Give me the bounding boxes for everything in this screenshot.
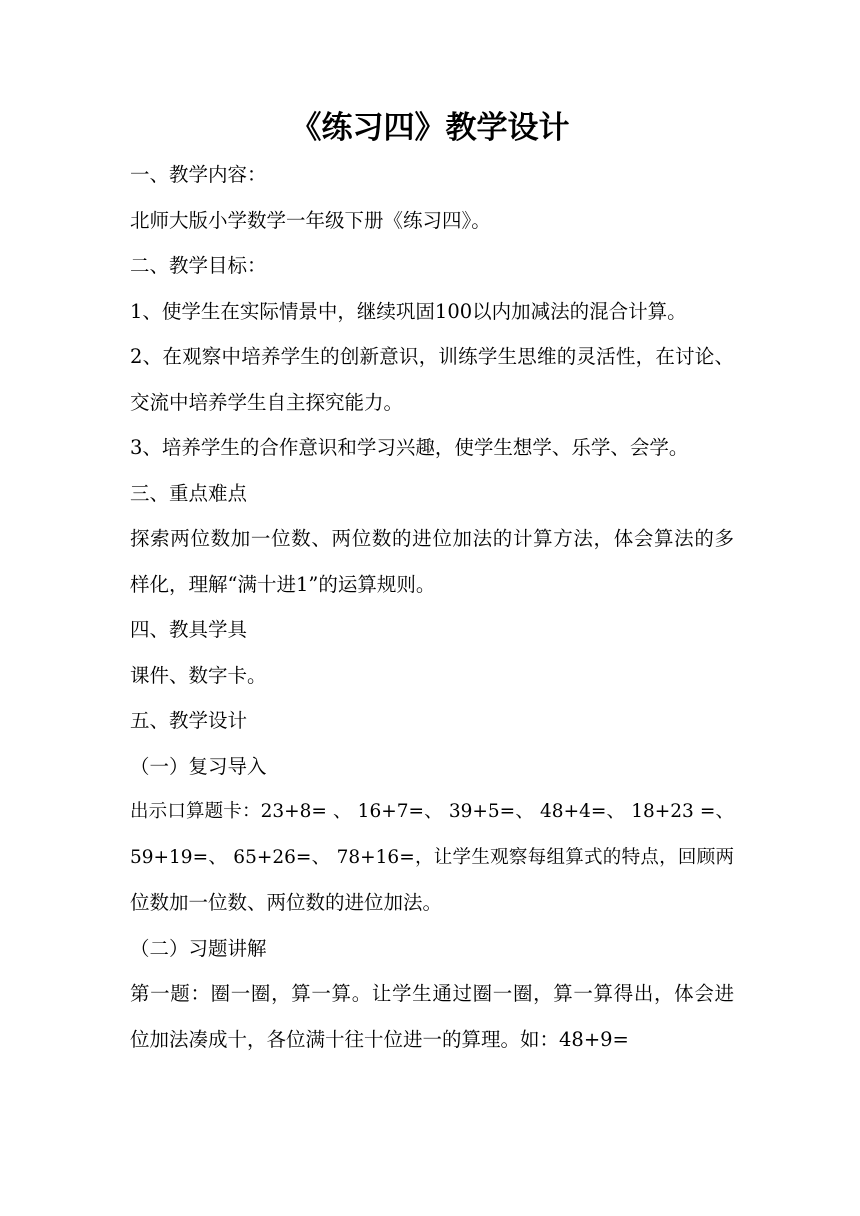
section-heading-teaching-aids: 四、教具学具 (130, 618, 248, 641)
section-heading-content: 一、教学内容： (130, 163, 267, 186)
document-title: 《练习四》教学设计 (290, 110, 570, 146)
paragraph-line: 北师大版小学数学一年级下册《练习四》。 (130, 208, 491, 232)
paragraph-line: 3、培养学生的合作意识和学习兴趣，使学生想学、乐学、会学。 (130, 436, 689, 459)
paragraph-line: 探索两位数加一位数、两位数的进位加法的计算方法，体会算法的多 (130, 527, 734, 550)
paragraph-line: 2、在观察中培养学生的创新意识，训练学生思维的灵活性，在讨论、 (130, 345, 734, 368)
section-heading-design: 五、教学设计 (130, 709, 248, 732)
paragraph-line: 交流中培养学生自主探究能力。 (130, 390, 404, 414)
paragraph-line: 样化，理解“满十进1”的运算规则。 (130, 572, 436, 596)
paragraph-line: 59+19=、 65+26=、 78+16=，让学生观察每组算式的特点，回顾两 (130, 846, 734, 868)
subsection-heading-exercises: （二）习题讲解 (130, 936, 267, 960)
section-heading-key-points: 三、重点难点 (130, 481, 248, 505)
paragraph-line: 位加法凑成十，各位满十往十位进一的算理。如：48+9= (130, 1027, 629, 1051)
subsection-heading-review: （一）复习导入 (130, 754, 267, 778)
section-heading-goals: 二、教学目标： (130, 254, 267, 277)
paragraph-line: 课件、数字卡。 (130, 663, 267, 687)
paragraph-line: 出示口算题卡：23+8= 、 16+7=、 39+5=、 48+4=、 18+23 =、 (130, 801, 734, 822)
paragraph-line: 位数加一位数、两位数的进位加法。 (130, 891, 443, 914)
paragraph-line: 第一题：圈一圈，算一算。让学生通过圈一圈，算一算得出，体会进 (130, 982, 734, 1005)
paragraph-line: 1、使学生在实际情景中，继续巩固100以内加减法的混合计算。 (130, 299, 687, 323)
document-body (130, 152, 734, 1062)
